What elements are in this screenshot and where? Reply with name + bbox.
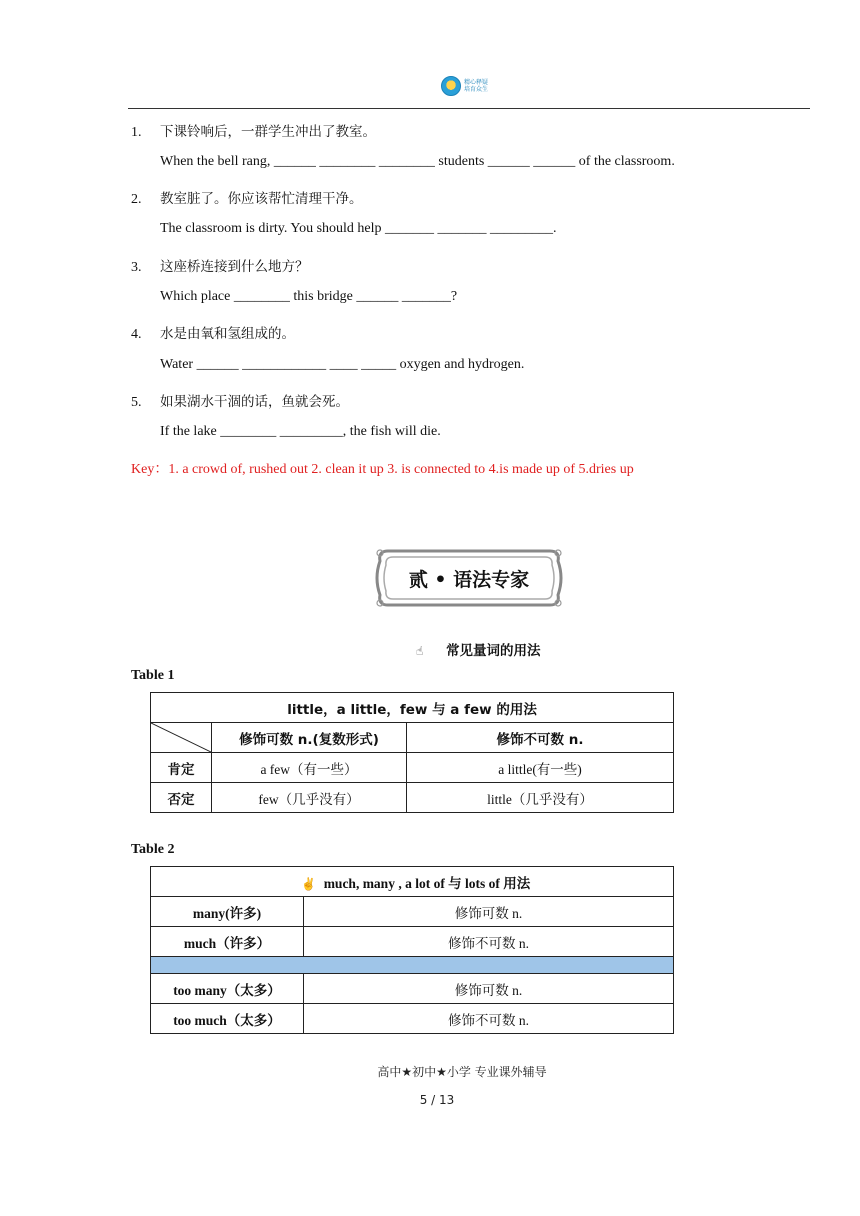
table-row [151, 1004, 674, 1034]
answer-key: Key：1. a crowd of, rushed out 2. clean it up 3. is connected to 4.is made up of 5.dries up [131, 462, 634, 477]
footer-tagline: 高中★初中★小学 专业课外辅导 [377, 1065, 547, 1079]
row-head-negative: 否定 [151, 783, 212, 813]
pointing-hand-icon: ✌ [301, 876, 317, 891]
table-cell: little（几乎没有） [407, 783, 674, 813]
separator-cell [151, 957, 674, 974]
question-3-english: Which place ________ this bridge ______ _______? [160, 289, 458, 304]
table-1 [150, 692, 674, 813]
question-3-chinese: 这座桥连接到什么地方？ [160, 259, 309, 275]
question-1: 1. 下课铃响后，一群学生冲出了教室。 [131, 124, 376, 140]
table-cell: 修饰不可数 n. [304, 1004, 674, 1034]
row-head: too many（太多） [151, 974, 304, 1004]
question-3: 3. 这座桥连接到什么地方？ [131, 259, 309, 275]
table-2-label: Table 2 [131, 842, 175, 857]
section-banner [374, 545, 564, 611]
table-2-title-row [151, 867, 674, 897]
diagonal-cell [151, 723, 212, 753]
question-4: 4. 水是由氧和氢组成的。 [131, 326, 295, 342]
row-head: much（许多） [151, 927, 304, 957]
question-2-english: The classroom is dirty. You should help _______ _______ _________. [160, 221, 557, 236]
diagonal-line-icon [151, 723, 211, 752]
school-logo [441, 75, 494, 97]
table-1-col-countable: 修饰可数 n.(复数形式) [212, 723, 407, 753]
question-1-chinese: 下课铃响后，一群学生冲出了教室。 [160, 124, 376, 140]
table-1-header-row [151, 723, 674, 753]
header-rule [128, 108, 810, 109]
logo-badge-icon [441, 76, 461, 96]
table-1-label: Table 1 [131, 668, 175, 683]
table-row [151, 927, 674, 957]
table-cell: 修饰可数 n. [304, 897, 674, 927]
table-cell: a few（有一些） [212, 753, 407, 783]
row-head: too much（太多） [151, 1004, 304, 1034]
question-2-chinese: 教室脏了。你应该帮忙清理干净。 [160, 191, 363, 207]
table-row [151, 753, 674, 783]
section-subtitle: ☝ 常见量词的用法 [416, 643, 541, 659]
question-5-chinese: 如果湖水干涸的话，鱼就会死。 [160, 394, 349, 410]
table-cell: 修饰不可数 n. [304, 927, 674, 957]
question-5-english: If the lake ________ _________, the fish will die. [160, 424, 441, 439]
table-cell: 修饰可数 n. [304, 974, 674, 1004]
question-2: 2. 教室脏了。你应该帮忙清理干净。 [131, 191, 363, 207]
row-head-affirmative: 肯定 [151, 753, 212, 783]
table-2-title: ✌ much, many , a lot of 与 lots of 用法 [151, 867, 674, 897]
question-4-english: Water ______ ____________ ____ _____ oxygen and hydrogen. [160, 357, 525, 372]
logo-text: 精心释疑 培育众生 [464, 79, 489, 93]
row-head: many(许多) [151, 897, 304, 927]
page-number: 5 / 13 [419, 1093, 455, 1107]
table-1-col-uncountable: 修饰不可数 n. [407, 723, 674, 753]
table-cell: a little(有一些) [407, 753, 674, 783]
table-row [151, 897, 674, 927]
question-4-chinese: 水是由氧和氢组成的。 [160, 326, 295, 342]
question-5: 5. 如果湖水干涸的话，鱼就会死。 [131, 394, 349, 410]
table-row [151, 974, 674, 1004]
table-1-title: little，a little，few 与 a few 的用法 [151, 693, 674, 723]
table-row [151, 783, 674, 813]
section-title: 贰 • 语法专家 [408, 568, 530, 591]
table-1-title-row [151, 693, 674, 723]
table-2 [150, 866, 674, 1034]
table-cell: few（几乎没有） [212, 783, 407, 813]
question-1-english: When the bell rang, ______ ________ ________ students ______ ______ of the classroom. [160, 154, 675, 169]
pointing-hand-icon: ☝ [416, 644, 424, 658]
separator-row [151, 957, 674, 974]
